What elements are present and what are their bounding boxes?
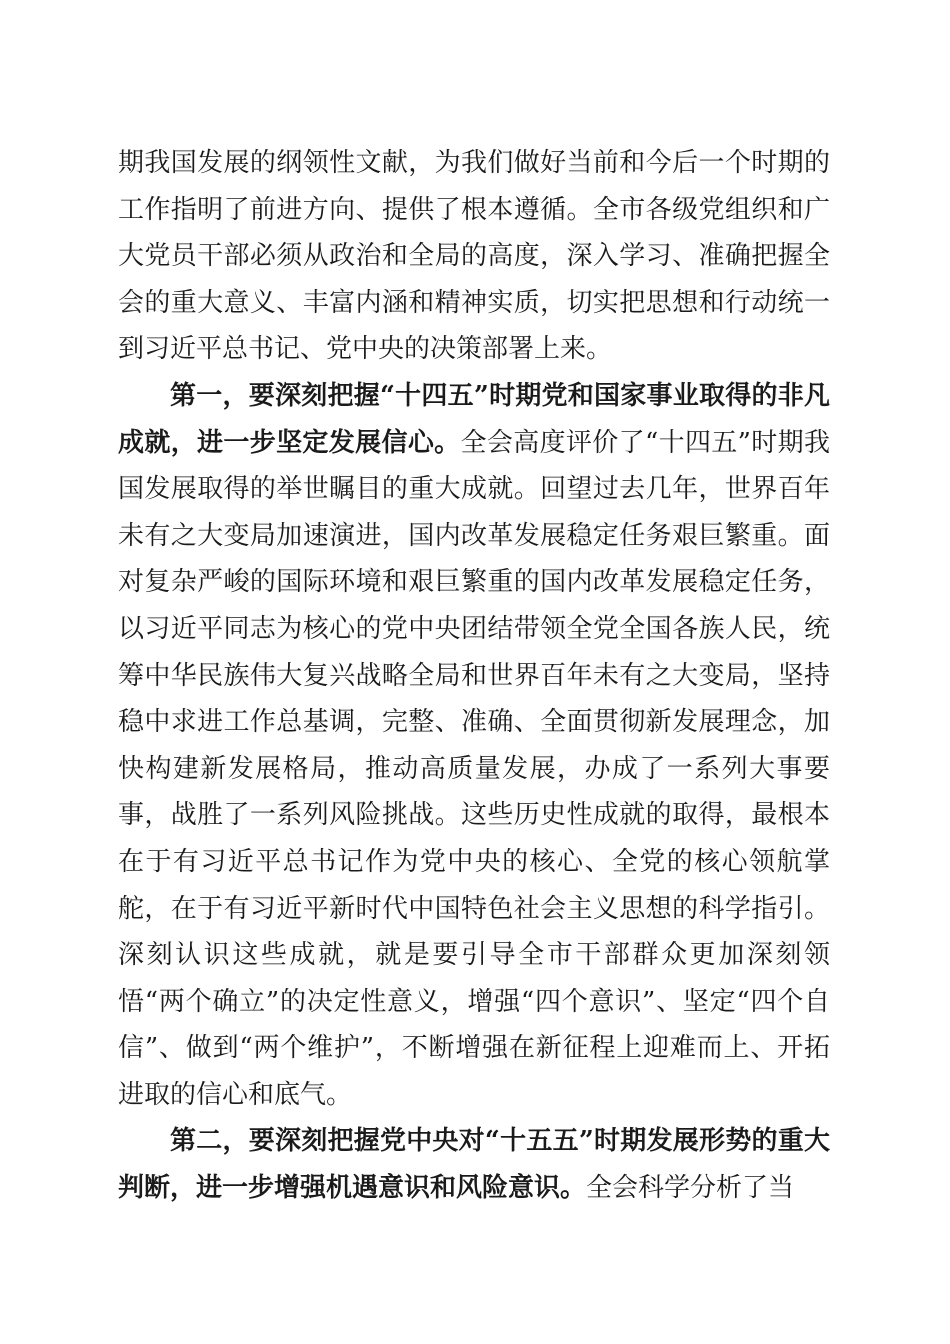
- paragraph-text: 全会科学分析了当: [586, 1173, 795, 1204]
- paragraph-continuation: [118, 140, 830, 373]
- paragraph-text: 全会高度评价了“十四五”时期我国发展取得的举世瞩目的重大成就。回望过去几年，世界百年未有之大变局加速演进，国内改革发展稳定任务艰巨繁重。面对复杂严峻的国际环境和艰巨繁重的国内改革发展稳定任务，以习近平同志为核心的党中央团结带领全党全国各族人民，统筹中华民族伟大复兴战略全局和世界百年未有之大变局，坚持稳中求进工作总基调，完整、准确、全面贯彻新发展理念，加快构建新发展格局，推动高质量发展，办成了一系列大事要事，战胜了一系列风险挑战。这些历史性成就的取得，最根本在于有习近平总书记作为党中央的核心、全党的核心领航掌舵，在于有习近平新时代中国特色社会主义思想的科学指引。深刻认识这些成就，就是要引导全市干部群众更加深刻领悟“两个确立”的决定性意义，增强“四个意识”、坚定“四个自信”、做到“两个维护”，不断增强在新征程上迎难而上、开拓进取的信心和底气。: [118, 427, 830, 1110]
- paragraph-lead: 第二，要深刻把握党中央对“十五五”时期发展形势的重大判断，进一步增强机遇意识和风险意识。: [118, 1126, 830, 1204]
- paragraph-point-one: [118, 373, 830, 1119]
- paragraph-text: 期我国发展的纲领性文献，为我们做好当前和今后一个时期的工作指明了前进方向、提供了根本遵循。全市各级党组织和广大党员干部必须从政治和全局的高度，深入学习、准确把握全会的重大意义、丰富内涵和精神实质，切实把思想和行动统一到习近平总书记、党中央的决策部署上来。: [118, 148, 830, 365]
- paragraph-point-two: [118, 1118, 830, 1211]
- document-body: [118, 140, 830, 1212]
- paragraph-lead: 第一，要深刻把握“十四五”时期党和国家事业取得的非凡成就，进一步坚定发展信心。: [118, 380, 830, 458]
